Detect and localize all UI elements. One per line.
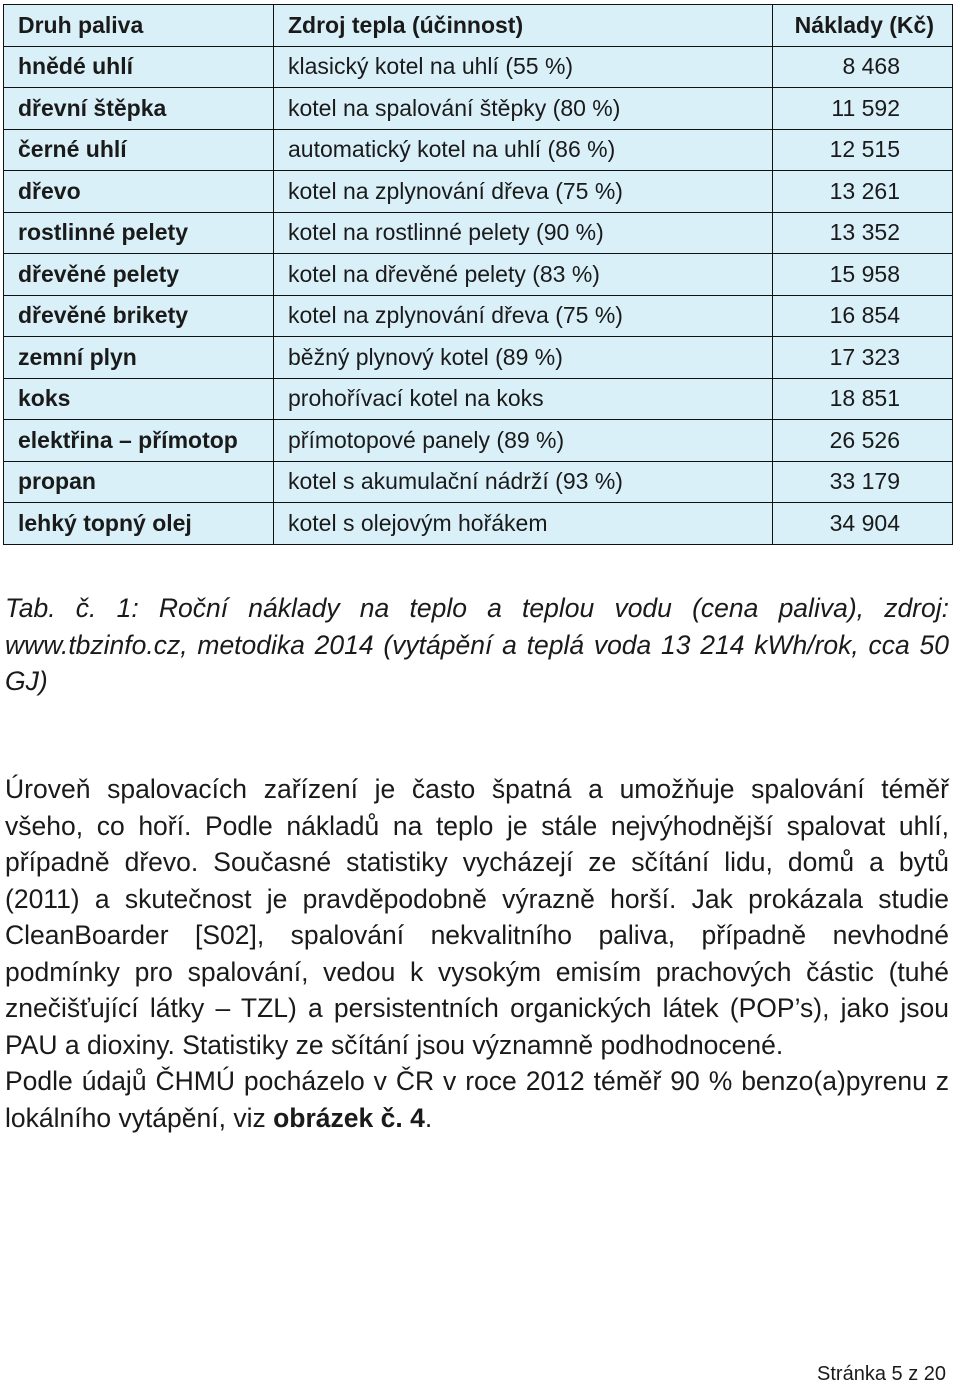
table-row (4, 503, 953, 545)
table-row (4, 46, 953, 88)
paragraph-chmu (5, 1063, 949, 1136)
source-cell: běžný plynový kotel (89 %) (274, 337, 773, 379)
paragraph-chmu-text: Podle údajů ČHMÚ pocházelo v ČR v roce 2012 téměř 90 % benzo(a)pyrenu z lokálního vytápění, viz (5, 1066, 949, 1133)
table-row (4, 212, 953, 254)
page-number: Stránka 5 z 20 (817, 1363, 946, 1385)
cost-cell: 11 592 (773, 88, 953, 130)
source-cell: prohořívací kotel na koks (274, 378, 773, 420)
fuel-cell: propan (4, 461, 274, 503)
source-cell: klasický kotel na uhlí (55 %) (274, 46, 773, 88)
cost-cell: 17 323 (773, 337, 953, 379)
fuel-cell: dřevo (4, 171, 274, 213)
fuel-cell: elektřina – přímotop (4, 420, 274, 462)
fuel-cell: lehký topný olej (4, 503, 274, 545)
fuel-cell: hnědé uhlí (4, 46, 274, 88)
source-cell: kotel na rostlinné pelety (90 %) (274, 212, 773, 254)
source-cell: kotel s akumulační nádrží (93 %) (274, 461, 773, 503)
cost-cell: 33 179 (773, 461, 953, 503)
fuel-cell: koks (4, 378, 274, 420)
cost-cell: 26 526 (773, 420, 953, 462)
source-cell: kotel na zplynování dřeva (75 %) (274, 295, 773, 337)
fuel-cell: dřevěné brikety (4, 295, 274, 337)
source-cell: kotel na dřevěné pelety (83 %) (274, 254, 773, 296)
cost-cell: 13 352 (773, 212, 953, 254)
header-heat-source: Zdroj tepla (účinnost) (274, 5, 773, 47)
table-row (4, 254, 953, 296)
fuel-cell: černé uhlí (4, 129, 274, 171)
table-row (4, 171, 953, 213)
heating-cost-table (3, 4, 953, 545)
table-row (4, 129, 953, 171)
cost-cell: 16 854 (773, 295, 953, 337)
cost-cell: 15 958 (773, 254, 953, 296)
source-cell: kotel s olejovým hořákem (274, 503, 773, 545)
cost-cell: 12 515 (773, 129, 953, 171)
source-cell: kotel na zplynování dřeva (75 %) (274, 171, 773, 213)
cost-cell: 34 904 (773, 503, 953, 545)
table-caption: Tab. č. 1: Roční náklady na teplo a teplou vodu (cena paliva), zdroj: www.tbzinfo.cz, metodika 2014 (vytápění a teplá voda 13 214 kWh/rok, cca 50 GJ) (5, 593, 949, 696)
table-header-row (4, 5, 953, 47)
paragraph-chmu-end: . (424, 1102, 433, 1133)
table-row (4, 420, 953, 462)
fuel-cell: dřevní štěpka (4, 88, 274, 130)
body-text (5, 771, 949, 1136)
table-row (4, 461, 953, 503)
cost-cell: 13 261 (773, 171, 953, 213)
cost-cell: 8 468 (773, 46, 953, 88)
fuel-cell: dřevěné pelety (4, 254, 274, 296)
fuel-cell: zemní plyn (4, 337, 274, 379)
table-row (4, 378, 953, 420)
cost-cell: 18 851 (773, 378, 953, 420)
fuel-cell: rostlinné pelety (4, 212, 274, 254)
header-fuel-type: Druh paliva (4, 5, 274, 47)
source-cell: kotel na spalování štěpky (80 %) (274, 88, 773, 130)
table-row (4, 88, 953, 130)
table-row (4, 337, 953, 379)
header-cost: Náklady (Kč) (773, 5, 953, 47)
figure-reference: obrázek č. 4 (273, 1102, 425, 1133)
table-row (4, 295, 953, 337)
source-cell: automatický kotel na uhlí (86 %) (274, 129, 773, 171)
paragraph-spalovaci-zarizeni: Úroveň spalovacích zařízení je často špatná a umožňuje spalování téměř všeho, co hoří. Podle nákladů na teplo je stále nejvýhodnější spalovat uhlí, případně dřevo. Současné statistiky vycházejí ze sčítání lidu, domů a bytů (2011) a skutečnost je pravděpodobně výrazně horší. Jak prokázala studie CleanBoarder [S02], spalování nekvalitního paliva, případně nevhodné podmínky pro spalování, vedou k vysokým emisím prachových částic (tuhé znečišťující látky – TZL) a persistentních organických látek (POP’s), jako jsou PAU a dioxiny. Statistiky ze sčítání jsou významně podhodnocené. (5, 774, 949, 1060)
source-cell: přímotopové panely (89 %) (274, 420, 773, 462)
